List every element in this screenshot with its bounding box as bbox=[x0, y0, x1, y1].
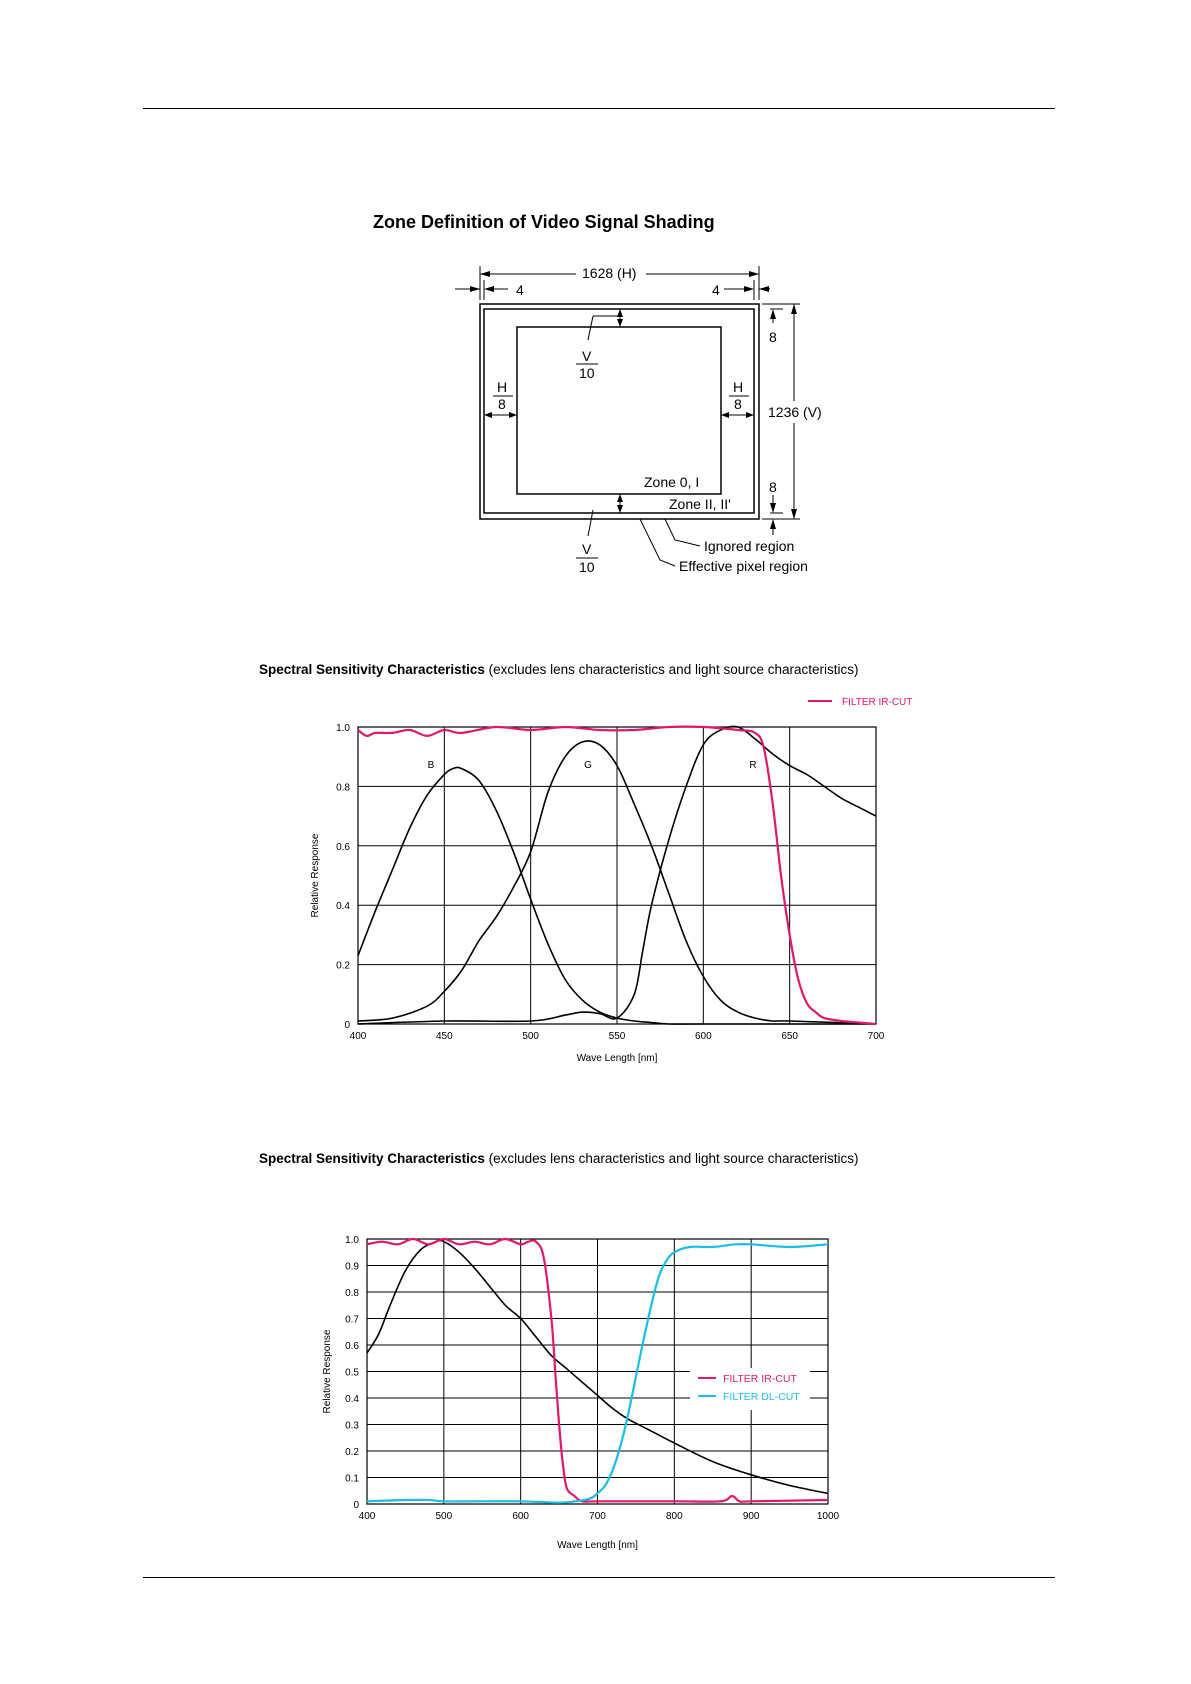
y-tick-label: 1.0 bbox=[345, 1235, 359, 1246]
frac-v-top-num: V bbox=[582, 348, 592, 364]
y-tick-label: 0.2 bbox=[345, 1447, 359, 1458]
frac-v-top-den: 10 bbox=[579, 365, 595, 381]
frac-h-left-den: 8 bbox=[498, 396, 506, 412]
ignored-region-label: Ignored region bbox=[704, 538, 795, 554]
y-tick-label: 0.3 bbox=[345, 1420, 359, 1432]
x-tick-label: 500 bbox=[522, 1031, 540, 1042]
curve-label-b: B bbox=[427, 760, 435, 771]
curve-label-g: G bbox=[584, 760, 592, 771]
x-tick-label: 600 bbox=[512, 1511, 530, 1522]
x-tick-label: 700 bbox=[589, 1511, 606, 1522]
zone-title: Zone Definition of Video Signal Shading bbox=[373, 212, 715, 232]
x-tick-label: 400 bbox=[358, 1511, 376, 1522]
legend-label-dl-cut: FILTER DL-CUT bbox=[723, 1391, 800, 1403]
spectral1-title-rest: (excludes lens characteristics and light source characteristics) bbox=[484, 662, 859, 677]
x-tick-label: 900 bbox=[742, 1511, 760, 1522]
x-axis-label: Wave Length [nm] bbox=[576, 1053, 658, 1064]
y-tick-label: 0.9 bbox=[345, 1261, 359, 1273]
zone-inner-label: Zone 0, I bbox=[644, 474, 700, 490]
curve-label-r: R bbox=[749, 760, 757, 771]
frac-h-left-num: H bbox=[497, 379, 508, 395]
x-axis-label: Wave Length [nm] bbox=[557, 1540, 638, 1551]
y-tick-label: 0 bbox=[344, 1020, 350, 1031]
spectral2-title-rest: (excludes lens characteristics and light source characteristics) bbox=[484, 1151, 859, 1166]
y-tick-label: 0.7 bbox=[345, 1314, 359, 1326]
y-tick-label: 0.4 bbox=[336, 901, 350, 913]
x-tick-label: 800 bbox=[665, 1511, 683, 1522]
x-tick-label: 1000 bbox=[816, 1511, 840, 1522]
y-tick-label: 0.6 bbox=[345, 1341, 359, 1352]
x-tick-label: 450 bbox=[435, 1031, 453, 1042]
v-total-label: 1236 (V) bbox=[768, 404, 822, 420]
x-tick-label: 700 bbox=[867, 1031, 885, 1042]
margin-v-top: 8 bbox=[769, 329, 777, 345]
effective-pixel-label: Effective pixel region bbox=[679, 558, 808, 574]
x-tick-label: 550 bbox=[608, 1031, 626, 1042]
y-tick-label: 0.1 bbox=[345, 1473, 359, 1485]
frac-h-right-den: 8 bbox=[734, 396, 742, 412]
spectral2-title-bold: Spectral Sensitivity Characteristics bbox=[259, 1151, 485, 1166]
x-tick-label: 500 bbox=[435, 1511, 453, 1522]
y-axis-label: Relative Response bbox=[322, 1329, 333, 1414]
frac-h-right-num: H bbox=[733, 379, 744, 395]
y-tick-label: 0.8 bbox=[336, 782, 350, 794]
y-tick-label: 0.4 bbox=[345, 1394, 359, 1405]
y-tick-label: 1.0 bbox=[336, 723, 350, 734]
y-tick-label: 0 bbox=[353, 1500, 359, 1511]
y-tick-label: 0.2 bbox=[336, 960, 350, 972]
x-tick-label: 650 bbox=[781, 1031, 799, 1042]
zone-outer-label: Zone II, II' bbox=[669, 496, 731, 512]
legend-label-ir-cut: FILTER IR-CUT bbox=[842, 697, 913, 708]
x-tick-label: 600 bbox=[694, 1031, 712, 1042]
legend-label-ir-cut: FILTER IR-CUT bbox=[723, 1373, 797, 1385]
margin-h-left: 4 bbox=[516, 282, 524, 298]
y-tick-label: 0.8 bbox=[345, 1288, 359, 1299]
h-total-label: 1628 (H) bbox=[582, 265, 637, 281]
y-tick-label: 0.6 bbox=[336, 841, 350, 853]
margin-h-right: 4 bbox=[712, 282, 720, 298]
frac-v-bottom-den: 10 bbox=[579, 559, 595, 575]
spectral1-title-bold: Spectral Sensitivity Characteristics bbox=[259, 662, 485, 677]
x-tick-label: 400 bbox=[349, 1031, 367, 1042]
margin-v-bottom: 8 bbox=[769, 479, 777, 495]
frac-v-bottom-num: V bbox=[582, 541, 592, 557]
y-axis-label: Relative Response bbox=[310, 833, 321, 918]
y-tick-label: 0.5 bbox=[345, 1367, 359, 1379]
